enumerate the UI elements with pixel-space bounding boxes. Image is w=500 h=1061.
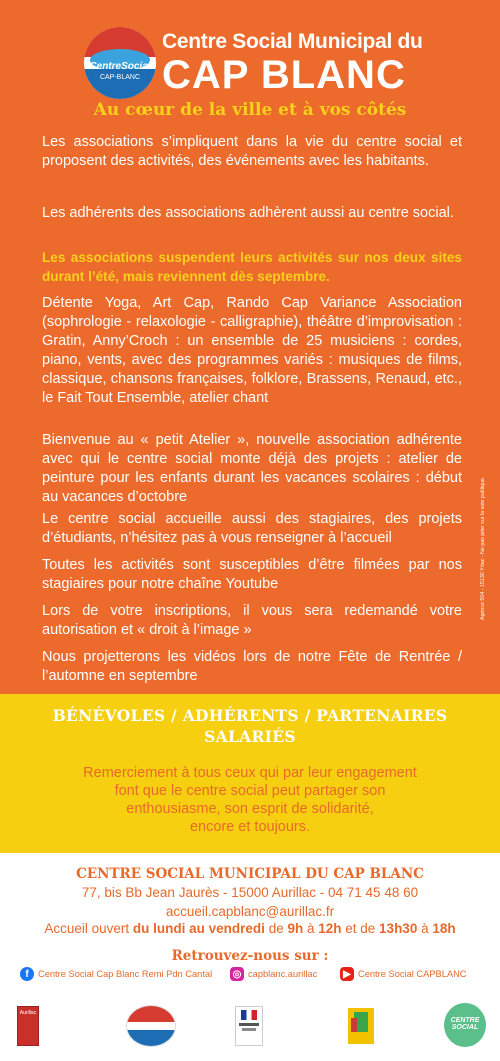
facebook-icon: f — [20, 967, 34, 981]
paragraph-1: Les associations s’impliquent dans la vie du centre social et proposent des activités, des événements avec les habitants. — [42, 134, 462, 169]
contact-address: 77, bis Bb Jean Jaurès - 15000 Aurillac - 04 71 45 48 60 — [81, 885, 419, 900]
caf-cantal-logo — [235, 1006, 263, 1046]
aurillac-logo: Aurillac — [17, 1006, 39, 1046]
centre-social-logo — [84, 27, 156, 99]
instagram-link[interactable]: ◎ capblanc.aurillac — [230, 965, 317, 983]
paragraph-highlight: Les associations suspendent leurs activités sur nos deux sites durant l’été, mais reviennent dès septembre. — [42, 250, 462, 284]
paragraph-7: Lors de votre inscriptions, il vous sera redemandé votre autorisation et « droit à l’image » — [42, 603, 462, 638]
social-title: Retrouvez-nous sur : — [171, 948, 329, 964]
centre-social-green-logo: CENTRE SOCIAL — [444, 1003, 486, 1047]
logo-line1: CentreSocial — [89, 61, 151, 72]
feltas-logo — [348, 1008, 374, 1044]
logo-line2: CAP-BLANC — [99, 74, 141, 81]
youtube-icon: ▶ — [340, 967, 354, 981]
tagline: Au cœur de la ville et à vos côtés — [93, 100, 407, 120]
contact-email[interactable]: accueil.capblanc@aurillac.fr — [165, 904, 335, 919]
centre-social-footer-logo — [126, 1005, 176, 1047]
volunteers-text: Remerciement à tous ceux qui par leur engagement font que le centre social peut partager son enthousiasme, son esprit de solidarité, encore et toujours. — [83, 765, 417, 835]
instagram-icon: ◎ — [230, 967, 244, 981]
side-note: Agence 504 - 15130 Yrtac - Ne pas jeter sur la voie publique. — [480, 476, 486, 620]
contact-title: CENTRE SOCIAL MUNICIPAL DU CAP BLANC — [76, 866, 424, 882]
paragraph-5: Le centre social accueille aussi des stagiaires, des projets d’étudiants, n’hésitez pas à vous renseigner à l’accueil — [42, 511, 462, 546]
paragraph-6: Toutes les activités sont susceptibles d’être filmées par nos stagiaires pour notre chaîne Youtube — [42, 557, 462, 592]
title-line2: CAP BLANC — [162, 53, 406, 97]
youtube-link[interactable]: ▶ Centre Social CAPBLANC — [340, 965, 467, 983]
facebook-link[interactable]: f Centre Social Cap Blanc Remi Pdn Cantal — [20, 965, 212, 983]
paragraph-3: Détente Yoga, Art Cap, Rando Cap Variance Association (sophrologie - relaxologie - calligraphie), théâtre d’improvisation : Gratin, Anny’Croch : un ensemble de 25 musiciens : cordes, piano, vents, avec des programmes variés : musiques de films, classique, chansons françaises, folklore, Brassens, Renaud, etc., le Fait Tout Ensemble, atelier chant — [42, 295, 462, 406]
paragraph-4: Bienvenue au « petit Atelier », nouvelle association adhérente avec qui le centre social monte déjà des projets : atelier de peinture pour les enfants durant les vacances scolaires : début au vacances d’octobre — [42, 432, 462, 505]
contact-hours: Accueil ouvert du lundi au vendredi de 9h à 12h et de 13h30 à 18h — [44, 921, 456, 936]
paragraph-2: Les adhérents des associations adhèrent aussi au centre social. — [42, 205, 454, 221]
paragraph-8: Nous projetterons les vidéos lors de notre Fête de Rentrée / l’automne en septembre — [42, 649, 462, 684]
title-line1: Centre Social Municipal du — [162, 30, 423, 53]
volunteers-title: BÉNÉVOLES / ADHÉRENTS / PARTENAIRES SALARIÉS — [52, 706, 448, 746]
